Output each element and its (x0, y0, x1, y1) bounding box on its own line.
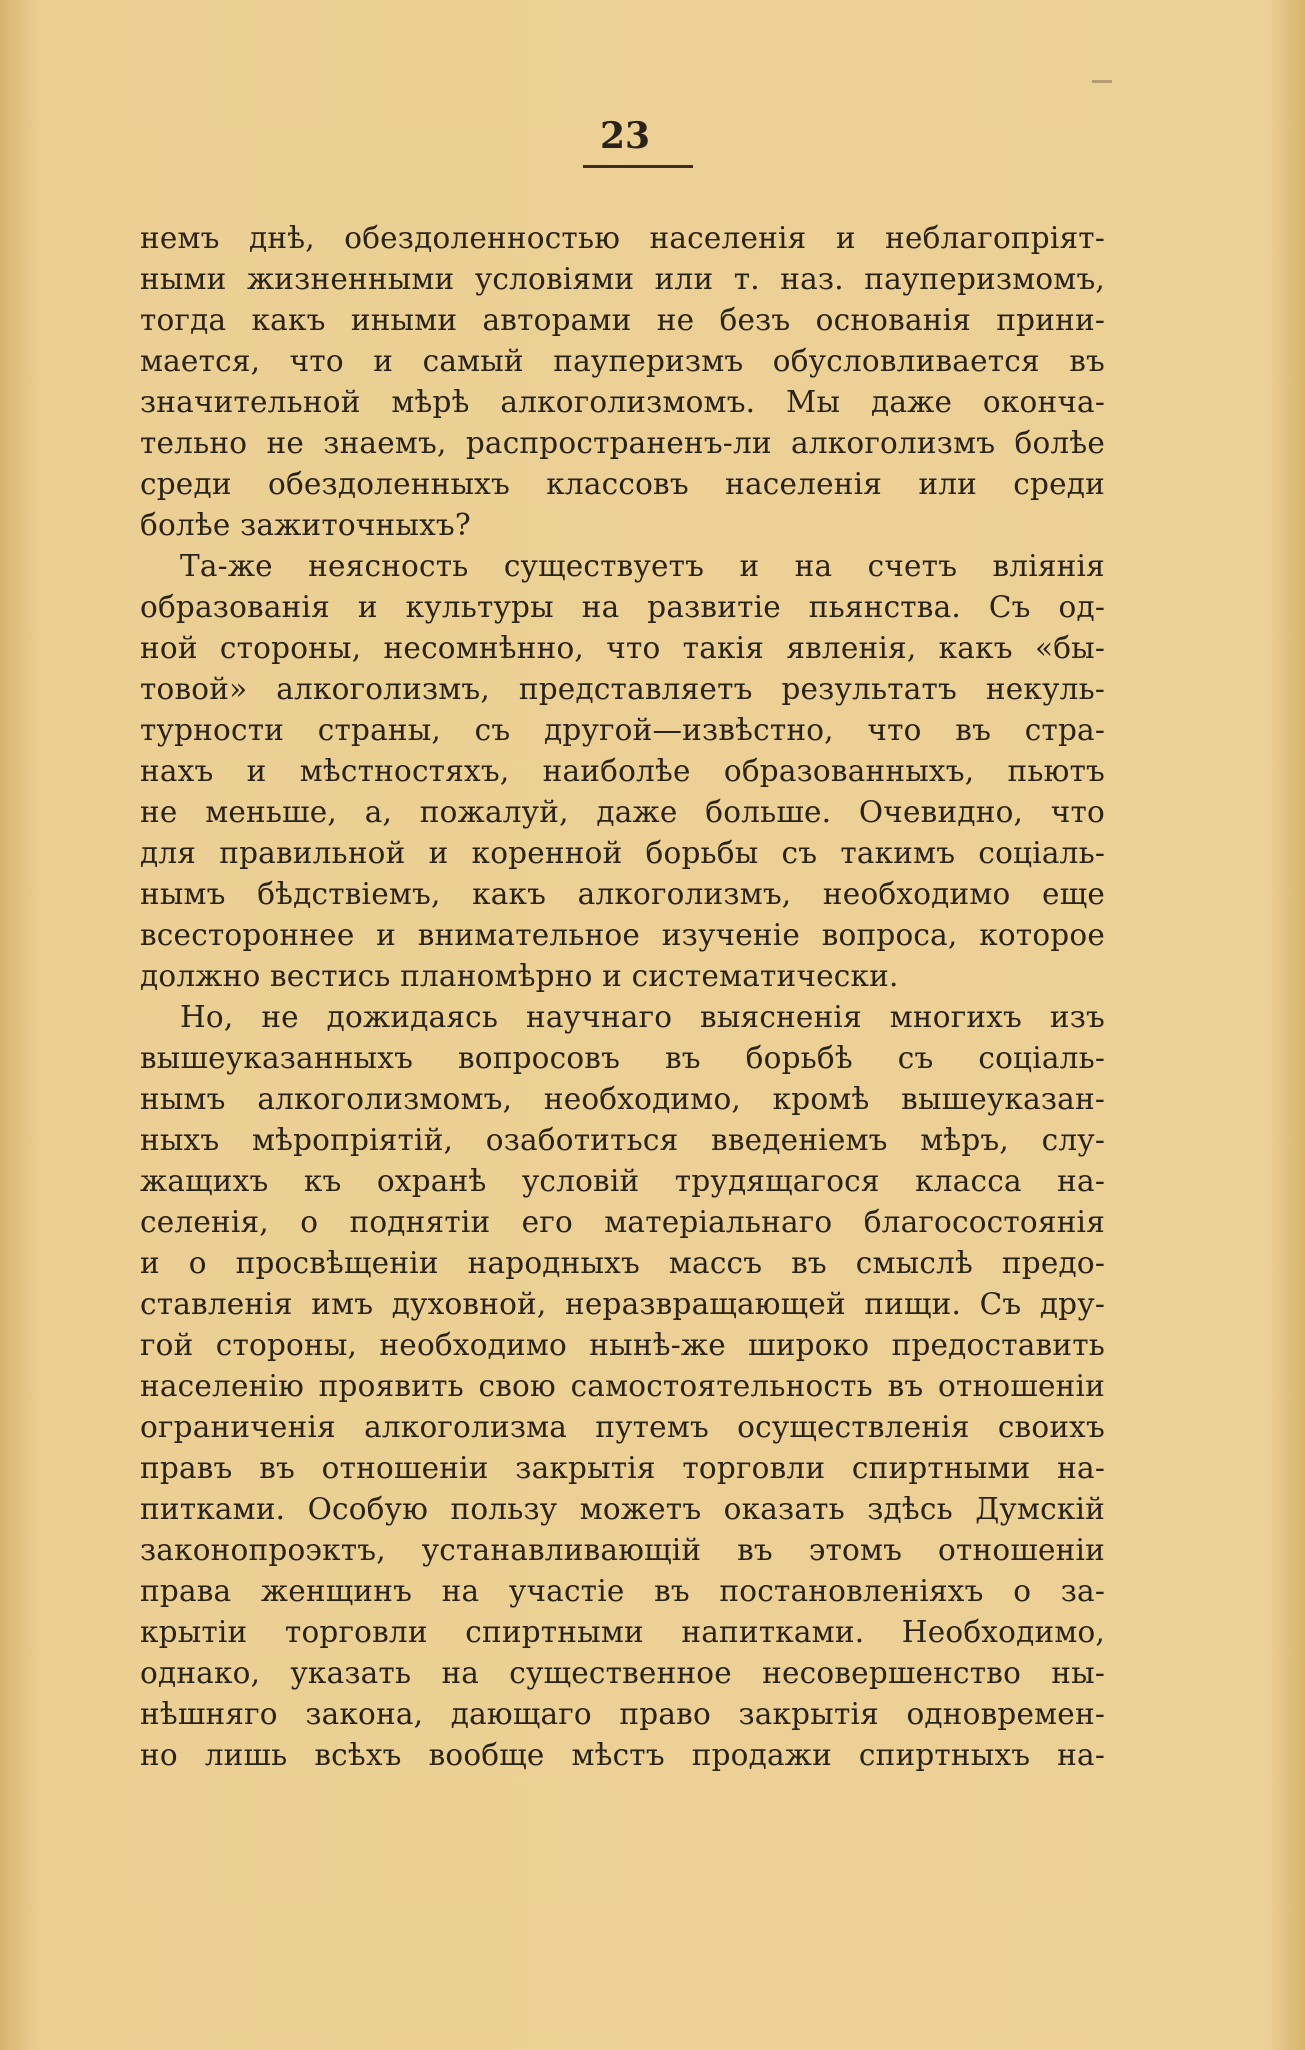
text-line: мается, что и самый пауперизмъ обусловливается въ (140, 344, 1105, 378)
ink-mark (1092, 80, 1112, 83)
text-line: должно вестись планомѣрно и систематически. (140, 959, 899, 993)
text-line: населенію проявить свою самостоятельность въ отношеніи (140, 1369, 1105, 1403)
text-line: но лишь всѣхъ вообще мѣстъ продажи спиртныхъ на- (140, 1738, 1105, 1772)
text-line: вышеуказанныхъ вопросовъ въ борьбѣ съ соціаль- (140, 1041, 1105, 1075)
text-line: нымъ алкоголизмомъ, необходимо, кромѣ вышеуказан- (140, 1082, 1105, 1116)
text-line: ныхъ мѣропріятій, озаботиться введеніемъ мѣръ, слу- (140, 1123, 1105, 1157)
text-line: правъ въ отношеніи закрытія торговли спиртными на- (140, 1451, 1105, 1485)
text-line: законопроэктъ, устанавливающій въ этомъ отношеніи (140, 1533, 1105, 1567)
text-line: нѣшняго закона, дающаго право закрытія одновремен- (140, 1697, 1105, 1731)
text-line: гой стороны, необходимо нынѣ-же широко предоставить (140, 1328, 1105, 1362)
text-line: нымъ бѣдствіемъ, какъ алкоголизмъ, необходимо еще (140, 877, 1105, 911)
text-line: жащихъ къ охранѣ условій трудящагося класса на- (140, 1164, 1105, 1198)
body-text (140, 218, 1105, 1776)
text-line: тельно не знаемъ, распространенъ-ли алкоголизмъ болѣе (140, 426, 1105, 460)
text-line: болѣе зажиточныхъ? (140, 508, 471, 542)
text-line: Та-же неясность существуетъ и на счетъ вліянія (180, 549, 1105, 583)
text-line: турности страны, съ другой—извѣстно, что въ стра- (140, 713, 1105, 747)
text-line: значительной мѣрѣ алкоголизмомъ. Мы даже оконча- (140, 385, 1105, 419)
text-line: Но, не дожидаясь научнаго выясненія многихъ изъ (180, 1000, 1105, 1034)
text-line: ными жизненными условіями или т. наз. пауперизмомъ, (140, 262, 1105, 296)
text-line: крытіи торговли спиртными напитками. Необходимо, (140, 1615, 1105, 1649)
text-line: ограниченія алкоголизма путемъ осуществленія своихъ (140, 1410, 1105, 1444)
text-line: и о просвѣщеніи народныхъ массъ въ смыслѣ предо- (140, 1246, 1105, 1280)
text-line: всестороннее и внимательное изученіе вопроса, которое (140, 918, 1105, 952)
header-rule (583, 165, 693, 168)
text-line: ной стороны, несомнѣнно, что такія явленія, какъ «бы- (140, 631, 1105, 665)
text-line: ставленія имъ духовной, неразвращающей пищи. Съ дру- (140, 1287, 1105, 1321)
page-number: 23 (599, 115, 651, 157)
text-line: образованія и культуры на развитіе пьянства. Съ од- (140, 590, 1105, 624)
text-line: среди обездоленныхъ классовъ населенія или среди (140, 467, 1105, 501)
text-line: для правильной и коренной борьбы съ такимъ соціаль- (140, 836, 1105, 870)
text-line: питками. Особую пользу можетъ оказать здѣсь Думскій (140, 1492, 1105, 1526)
text-line: тогда какъ иными авторами не безъ основанія прини- (140, 303, 1105, 337)
text-line: нахъ и мѣстностяхъ, наиболѣе образованныхъ, пьютъ (140, 754, 1105, 788)
text-line: права женщинъ на участіе въ постановленіяхъ о за- (140, 1574, 1105, 1608)
text-line: селенія, о поднятіи его матеріальнаго благосостоянія (140, 1205, 1105, 1239)
text-line: немъ днѣ, обездоленностью населенія и неблагопріят- (140, 221, 1105, 255)
text-line: однако, указать на существенное несовершенство ны- (140, 1656, 1105, 1690)
text-line: товой» алкоголизмъ, представляетъ результатъ некуль- (140, 672, 1105, 706)
text-line: не меньше, а, пожалуй, даже больше. Очевидно, что (140, 795, 1105, 829)
